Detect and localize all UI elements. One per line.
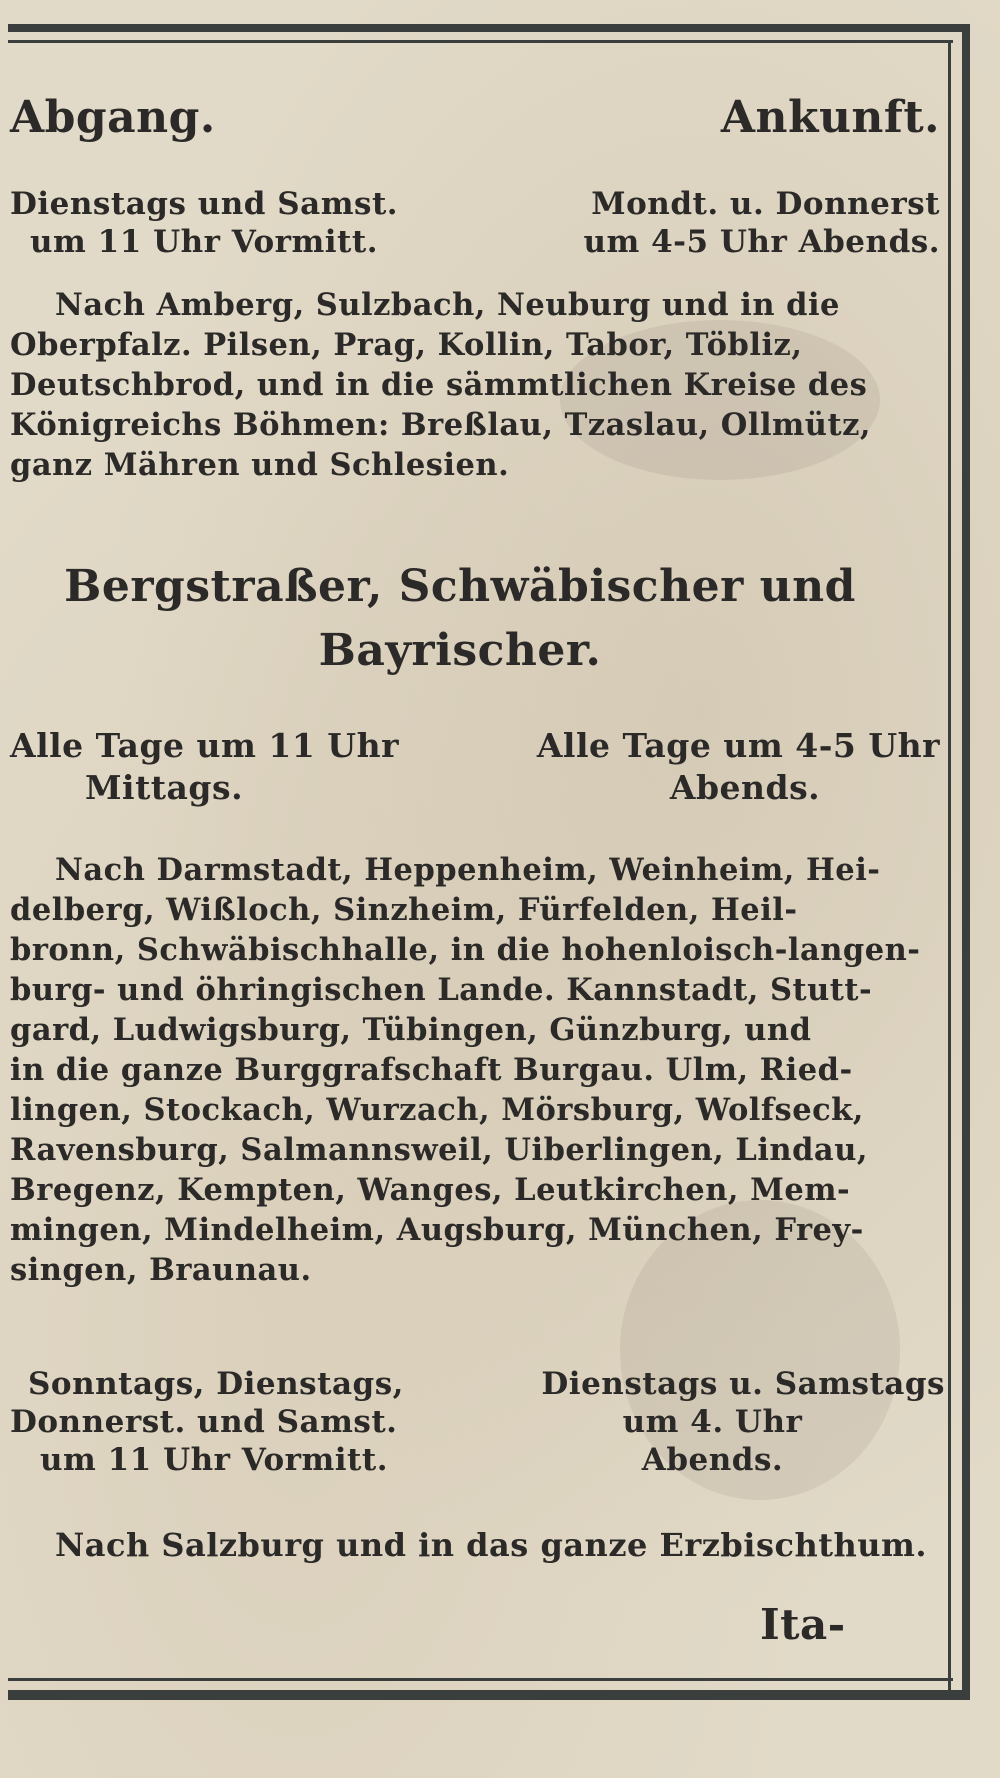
destination-line: Königreichs Böhmen: Breßlau, Tzaslau, Ollmütz, (10, 407, 872, 443)
section-heading-line: Bayrischer. (318, 625, 602, 676)
route-2-departure (10, 725, 450, 809)
destination-line: delberg, Wißloch, Sinzheim, Fürfelden, Heil- (10, 892, 798, 928)
route-3-arrival-line: Dienstags u. Samstags (541, 1366, 945, 1402)
destination-line: mingen, Mindelheim, Augsburg, München, Frey- (10, 1212, 864, 1248)
route-1-arrival-line: Mondt. u. Donnerst (591, 186, 940, 222)
route-2-destinations (10, 850, 940, 1290)
route-3-departure-line: Sonntags, Dienstags, (28, 1366, 404, 1402)
destination-line: bronn, Schwäbischhalle, in die hohenloisch-langen- (10, 932, 921, 968)
destination-line: lingen, Stockach, Wurzach, Mörsburg, Wolfseck, (10, 1092, 864, 1128)
destination-line: Deutschbrod, und in die sämmtlichen Kreise des (10, 367, 868, 403)
destination-line: Bregenz, Kempten, Wanges, Leutkirchen, Mem- (10, 1172, 851, 1208)
route-3-arrival-line: um 4. Uhr (622, 1404, 803, 1440)
destination-line: Oberpfalz. Pilsen, Prag, Kollin, Tabor, Töbliz, (10, 327, 803, 363)
departure-header: Abgang. (10, 92, 216, 143)
frame-rule-top (8, 24, 968, 32)
destination-line: Nach Darmstadt, Heppenheim, Weinheim, Hei- (55, 852, 881, 888)
route-1-departure-line: um 11 Uhr Vormitt. (30, 224, 378, 260)
route-1-departure-line: Dienstags und Samst. (10, 186, 399, 222)
destination-line: Nach Salzburg und in das ganze Erzbischthum. (55, 1526, 928, 1564)
frame-rule-right-inner (948, 40, 951, 1690)
catchword: Ita- (760, 1600, 846, 1649)
route-1-departure (10, 185, 460, 261)
route-3-arrival-line: Abends. (641, 1442, 784, 1478)
route-3-destinations (10, 1525, 940, 1565)
section-heading (60, 555, 860, 683)
route-2-departure-line: Mittags. (85, 768, 244, 807)
destination-line: singen, Braunau. (10, 1252, 312, 1288)
section-heading-line: Bergstraßer, Schwäbischer und (64, 561, 856, 612)
route-1-arrival-line: um 4-5 Uhr Abends. (583, 224, 940, 260)
route-1-destinations (10, 285, 940, 485)
destination-line: Ravensburg, Salmannsweil, Uiberlingen, Lindau, (10, 1132, 868, 1168)
route-2-arrival-line: Abends. (669, 768, 821, 807)
destination-line: gard, Ludwigsburg, Tübingen, Günzburg, und (10, 1012, 812, 1048)
arrival-header: Ankunft. (720, 92, 940, 143)
route-2-departure-line: Alle Tage um 11 Uhr (10, 726, 399, 765)
frame-rule-top-inner (8, 40, 953, 43)
route-3-departure (10, 1365, 460, 1479)
route-1-arrival (510, 185, 940, 261)
route-3-arrival (480, 1365, 945, 1479)
route-3-departure-line: Donnerst. und Samst. (10, 1404, 398, 1440)
destination-line: Nach Amberg, Sulzbach, Neuburg und in die (55, 287, 840, 323)
route-2-arrival (510, 725, 940, 809)
frame-rule-right (962, 24, 970, 1700)
destination-line: ganz Mähren und Schlesien. (10, 447, 510, 483)
frame-rule-bottom (8, 1690, 968, 1700)
destination-line: burg- und öhringischen Lande. Kannstadt, Stutt- (10, 972, 873, 1008)
route-3-departure-line: um 11 Uhr Vormitt. (40, 1442, 388, 1478)
frame-rule-bottom-inner (8, 1678, 953, 1681)
route-2-arrival-line: Alle Tage um 4-5 Uhr (536, 726, 940, 765)
destination-line: in die ganze Burggrafschaft Burgau. Ulm, Ried- (10, 1052, 853, 1088)
